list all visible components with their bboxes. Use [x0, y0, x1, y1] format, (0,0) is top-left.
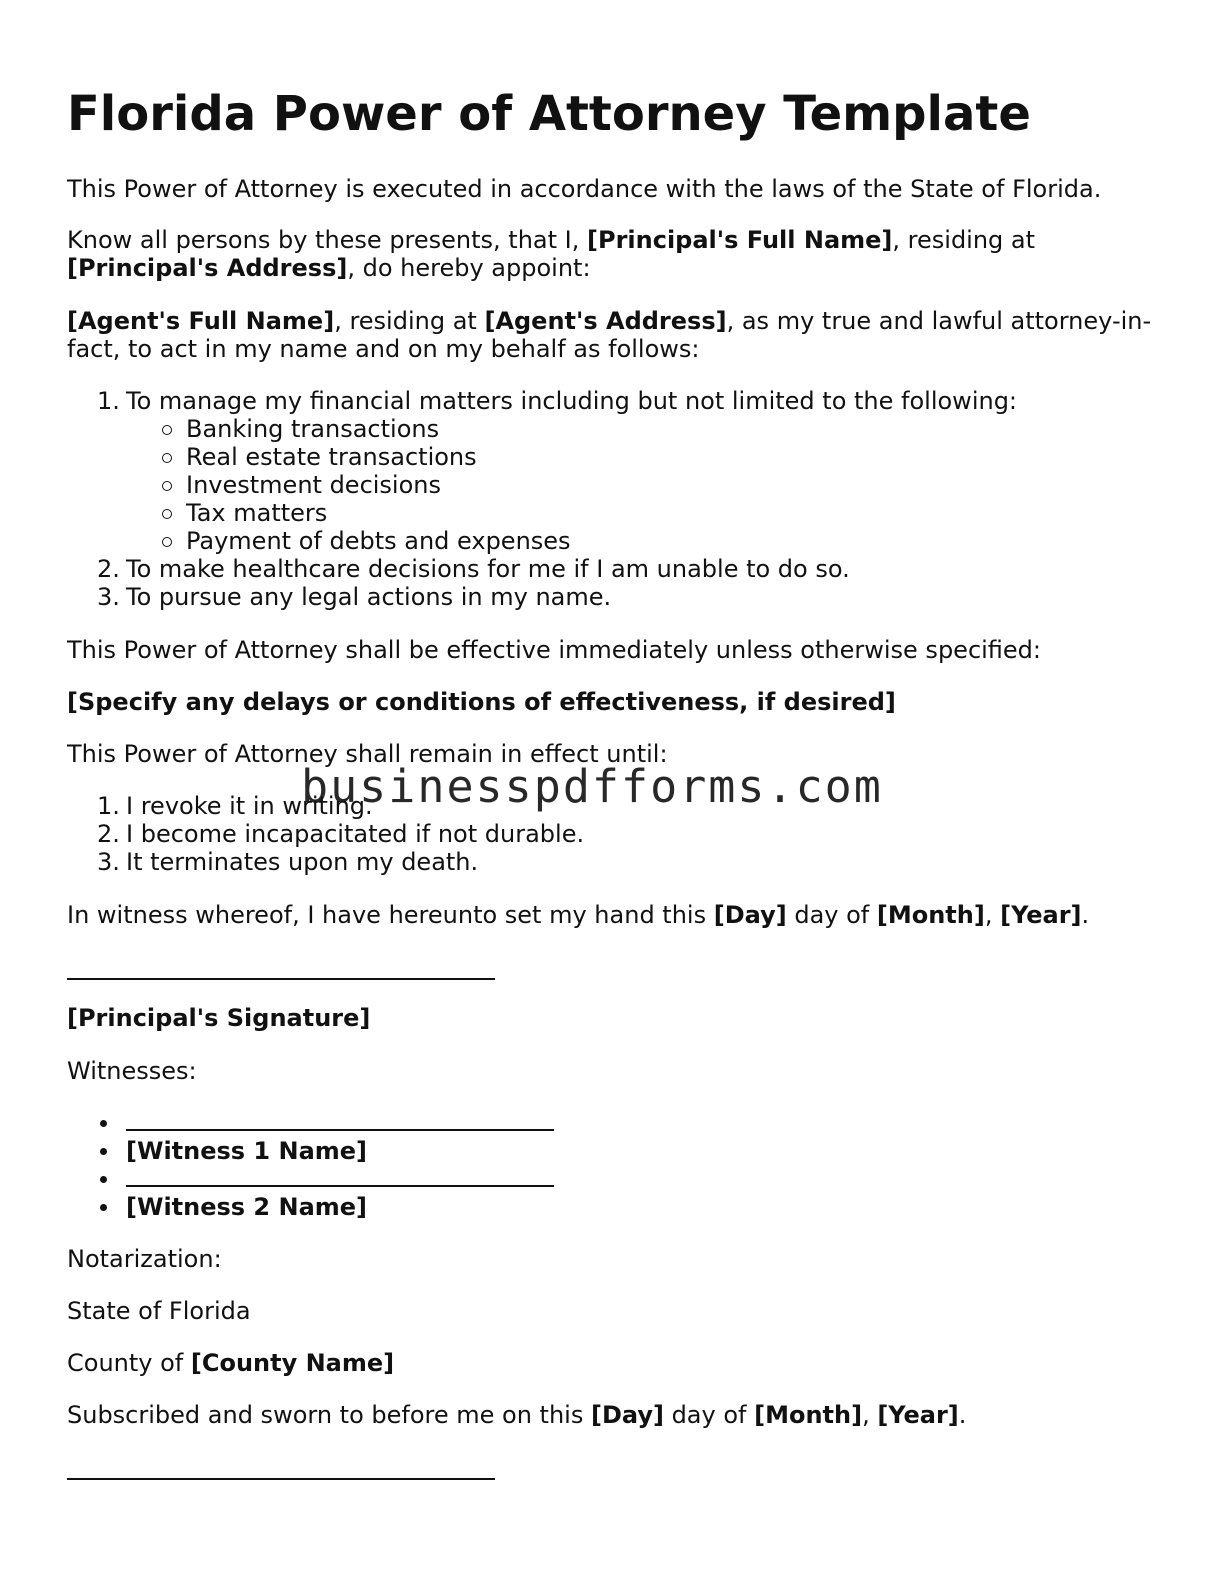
appointment-paragraph	[67, 226, 1147, 282]
list-item	[67, 387, 1147, 415]
appoint-text-2: , residing at	[892, 226, 1036, 254]
sworn-text: day of	[663, 1401, 755, 1429]
list-item	[67, 443, 1147, 471]
list-item-text: I revoke it in writing.	[126, 792, 373, 820]
appoint-text-3: , do hereby appoint:	[347, 254, 591, 282]
notary-signature-line[interactable]	[67, 1458, 1147, 1486]
list-item-text: Investment decisions	[186, 471, 441, 499]
witness-1-signature-line[interactable]	[126, 1109, 554, 1131]
list-item-text: Banking transactions	[186, 415, 440, 443]
document-title: Florida Power of Attorney Template	[67, 86, 1031, 142]
list-item-text: It terminates upon my death.	[126, 848, 479, 876]
bullet-icon	[100, 1148, 107, 1155]
witness-list	[67, 1109, 1147, 1221]
witness-2-signature-line[interactable]	[126, 1165, 554, 1187]
principal-signature-line[interactable]	[67, 958, 1147, 986]
month-placeholder: [Month]	[876, 901, 985, 929]
appoint-text-1: Know all persons by these presents, that I,	[67, 226, 588, 254]
list-item	[67, 471, 1147, 499]
list-item	[67, 848, 1147, 876]
year-placeholder: [Year]	[877, 1401, 959, 1429]
witness-1-name: [Witness 1 Name]	[126, 1137, 368, 1165]
agent-text-2: , as my true and lawful attorney-in-	[726, 307, 1152, 335]
list-item-text: I become incapacitated if not durable.	[126, 820, 585, 848]
circle-bullet-icon	[162, 481, 172, 491]
county-text: County of	[67, 1349, 191, 1377]
list-item	[67, 820, 1147, 848]
circle-bullet-icon	[162, 453, 172, 463]
conditions-placeholder	[67, 688, 1147, 716]
witness-2-name: [Witness 2 Name]	[126, 1193, 368, 1221]
remain-paragraph: This Power of Attorney shall remain in effect until:	[67, 740, 668, 768]
agent-text-3: fact, to act in my name and on my behalf as follows:	[67, 335, 700, 363]
principal-address-placeholder: [Principal's Address]	[67, 254, 348, 282]
list-item-text: To pursue any legal actions in my name.	[126, 583, 612, 611]
conditions-text: [Specify any delays or conditions of effectiveness, if desired]	[67, 688, 896, 716]
list-number: 2.	[97, 555, 120, 583]
principal-name-placeholder: [Principal's Full Name]	[587, 226, 893, 254]
sworn-line	[67, 1401, 1147, 1429]
list-item	[67, 527, 1147, 555]
circle-bullet-icon	[162, 537, 172, 547]
watermark: businesspdfforms.com	[301, 760, 883, 813]
notarization-label: Notarization:	[67, 1245, 222, 1273]
list-item	[67, 1193, 1147, 1221]
powers-list	[67, 387, 1147, 611]
month-placeholder: [Month]	[754, 1401, 863, 1429]
circle-bullet-icon	[162, 425, 172, 435]
witness-clause-text: ,	[984, 901, 1001, 929]
witnesses-label: Witnesses:	[67, 1057, 197, 1085]
day-placeholder: [Day]	[590, 1401, 664, 1429]
financial-sublist	[67, 415, 1147, 555]
list-item	[67, 499, 1147, 527]
list-item-text: Real estate transactions	[186, 443, 477, 471]
effective-paragraph: This Power of Attorney shall be effective immediately unless otherwise specified:	[67, 636, 1042, 664]
witness-clause-text: day of	[786, 901, 877, 929]
list-item	[67, 415, 1147, 443]
witness-clause-text: In witness whereof, I have hereunto set my hand this	[67, 901, 714, 929]
list-item	[67, 583, 1147, 611]
list-item	[67, 1137, 1147, 1165]
agent-text-1: , residing at	[334, 307, 485, 335]
county-placeholder: [County Name]	[190, 1349, 395, 1377]
list-number: 1.	[97, 387, 120, 415]
sworn-text: Subscribed and sworn to before me on this	[67, 1401, 591, 1429]
list-item-text: Payment of debts and expenses	[186, 527, 571, 555]
state-line: State of Florida	[67, 1297, 251, 1325]
bullet-icon	[100, 1120, 107, 1127]
county-line	[67, 1349, 1147, 1377]
list-item	[67, 1165, 1147, 1193]
list-item	[67, 555, 1147, 583]
list-item-text: To make healthcare decisions for me if I am unable to do so.	[126, 555, 850, 583]
principal-signature-text: [Principal's Signature]	[67, 1004, 371, 1032]
witness-clause	[67, 901, 1147, 929]
agent-paragraph	[67, 307, 1152, 363]
list-item-text: Tax matters	[186, 499, 328, 527]
list-item	[67, 1109, 1147, 1137]
agent-name-placeholder: [Agent's Full Name]	[67, 307, 335, 335]
principal-signature-label	[67, 1004, 1147, 1032]
circle-bullet-icon	[162, 509, 172, 519]
list-number: 3.	[97, 583, 120, 611]
list-number: 2.	[97, 820, 120, 848]
bullet-icon	[100, 1176, 107, 1183]
list-item-text: To manage my financial matters including but not limited to the following:	[126, 387, 1018, 415]
day-placeholder: [Day]	[713, 901, 787, 929]
sworn-text: ,	[862, 1401, 878, 1429]
sworn-text: .	[958, 1401, 967, 1429]
intro-paragraph: This Power of Attorney is executed in accordance with the laws of the State of Florida.	[67, 175, 1102, 203]
year-placeholder: [Year]	[1000, 901, 1082, 929]
list-number: 1.	[97, 792, 120, 820]
list-number: 3.	[97, 848, 120, 876]
agent-address-placeholder: [Agent's Address]	[484, 307, 727, 335]
witness-clause-text: .	[1081, 901, 1090, 929]
bullet-icon	[100, 1204, 107, 1211]
